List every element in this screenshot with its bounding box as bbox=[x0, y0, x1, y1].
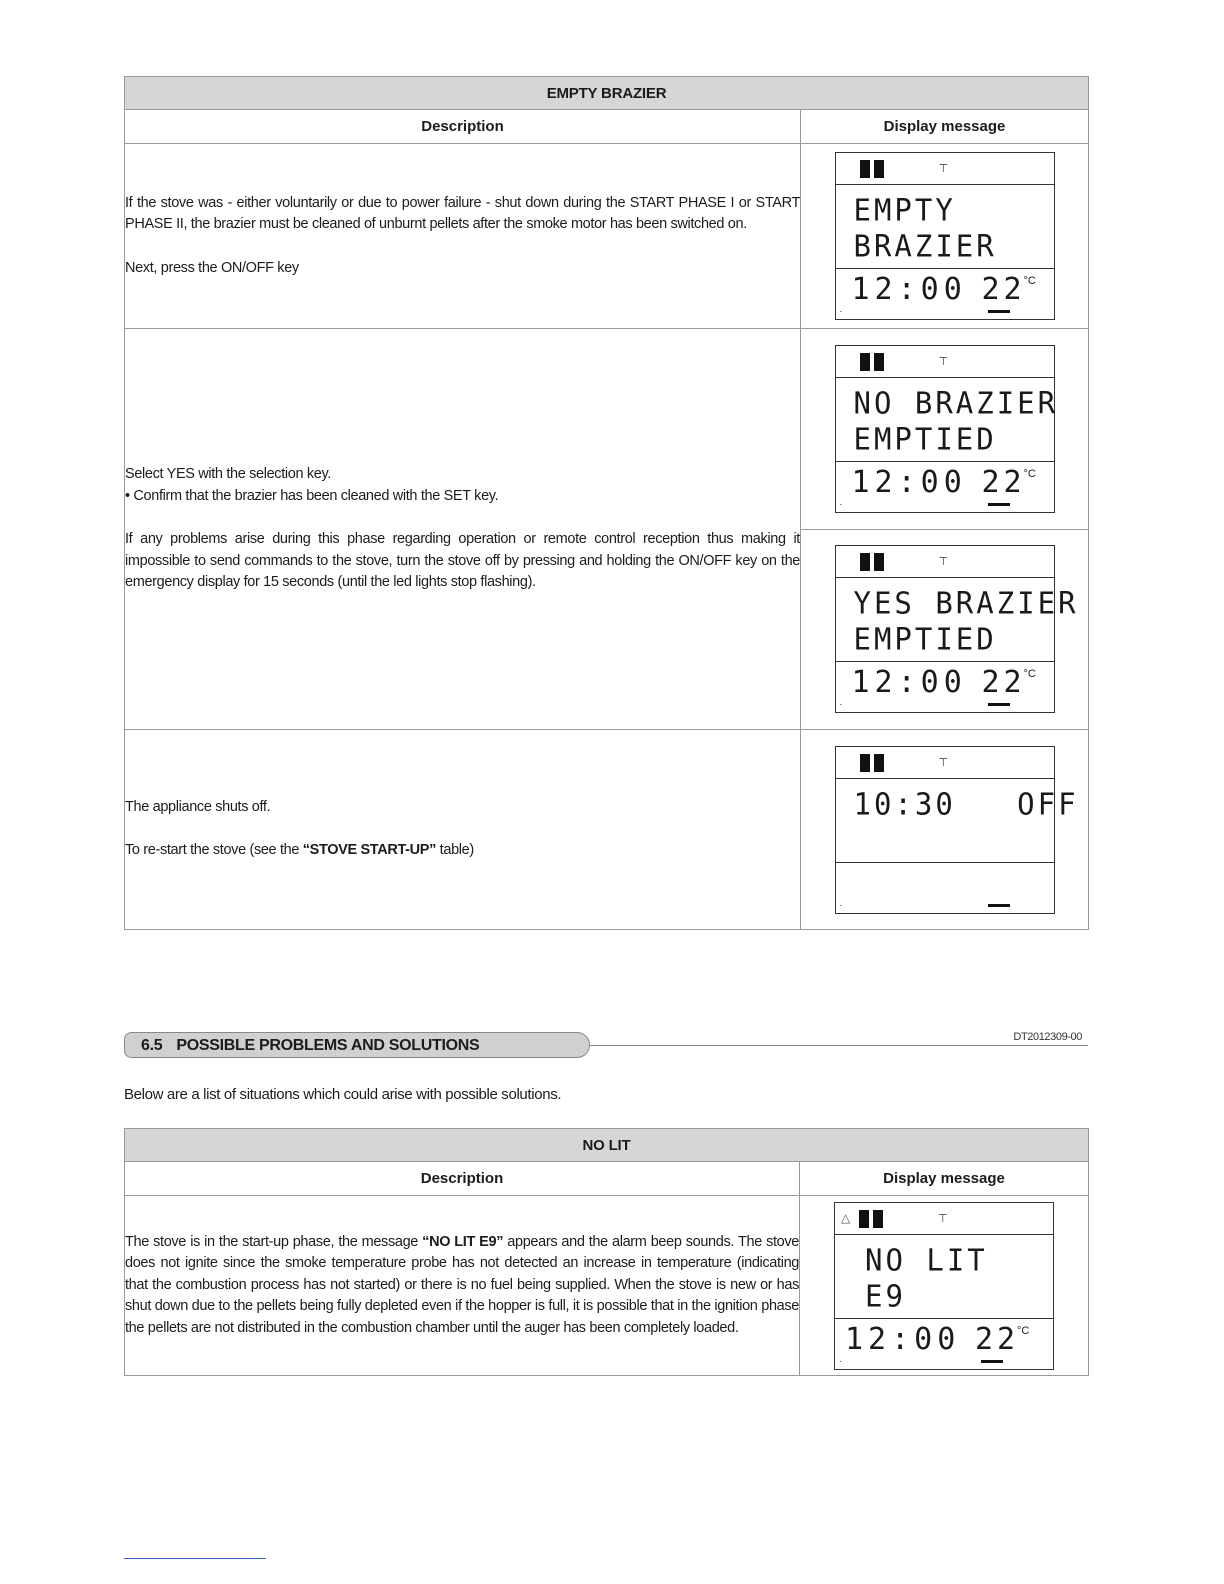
description-paragraph bbox=[125, 1232, 799, 1340]
signal-bars-icon bbox=[860, 353, 888, 371]
signal-bars-icon bbox=[860, 160, 888, 178]
description-cell bbox=[125, 1196, 800, 1376]
lcd-temperature-unit: °C bbox=[1023, 668, 1036, 681]
description-cell bbox=[125, 144, 801, 329]
table-title: NO LIT bbox=[125, 1129, 1089, 1162]
description-cell bbox=[125, 730, 801, 930]
signal-bars-icon bbox=[859, 1210, 887, 1228]
lcd-display bbox=[834, 1202, 1054, 1370]
lcd-dash-indicator bbox=[988, 310, 1010, 313]
lcd-temperature-unit: °C bbox=[1017, 1324, 1030, 1337]
table-title: EMPTY BRAZIER bbox=[125, 77, 1089, 110]
lcd-clock: 12:00 bbox=[851, 464, 967, 500]
section-number: 6.5 bbox=[141, 1037, 163, 1054]
antenna-icon: ⊤ bbox=[938, 556, 949, 569]
lcd-tick-mark: ․ bbox=[839, 1354, 842, 1364]
lcd-temperature-unit: °C bbox=[1023, 467, 1036, 480]
text-run: To re-start the stove (see the bbox=[125, 842, 303, 859]
lcd-dash-indicator bbox=[988, 703, 1010, 706]
description-paragraph: Next, press the ON/OFF key bbox=[125, 259, 299, 276]
lcd-message-line: EMPTIED bbox=[853, 621, 997, 657]
display-cell bbox=[801, 529, 1089, 730]
lcd-message-line: NO BRAZIER bbox=[853, 384, 1059, 421]
description-paragraph: If any problems arise during this phase regarding operation or remote control reception thus making it impossible to send commands to the stove, turn the stove off by pressing and holding the ON/OFF key on the emergency display for 15 seconds (until the led lights stop flashing). bbox=[125, 531, 800, 591]
table-row bbox=[125, 329, 1089, 530]
lcd-message-line: NO LIT bbox=[865, 1241, 988, 1278]
lcd-display bbox=[835, 345, 1059, 513]
section-heading bbox=[124, 1032, 590, 1058]
description-line: • Confirm that the brazier has been cleaned with the SET key. bbox=[125, 487, 499, 504]
antenna-icon: ⊤ bbox=[938, 163, 949, 175]
signal-bars-icon bbox=[860, 754, 888, 772]
column-header-description: Description bbox=[125, 1162, 800, 1196]
document-code: DT2012309-00 bbox=[1013, 1031, 1082, 1043]
section-divider bbox=[590, 1045, 1088, 1046]
lcd-temperature-unit: °C bbox=[1023, 275, 1036, 287]
lcd-clock: 12:00 bbox=[851, 272, 967, 307]
no-lit-message-reference: “NO LIT E9” bbox=[422, 1233, 504, 1250]
antenna-icon: ⊤ bbox=[938, 355, 949, 368]
lcd-temperature: 22 bbox=[975, 1321, 1020, 1357]
lcd-temperature: 22 bbox=[981, 272, 1026, 307]
lcd-dash-indicator bbox=[988, 904, 1010, 907]
lcd-dash-indicator bbox=[988, 503, 1010, 506]
display-cell bbox=[801, 144, 1089, 329]
section-title: POSSIBLE PROBLEMS AND SOLUTIONS bbox=[176, 1037, 480, 1054]
lcd-dash-indicator bbox=[981, 1360, 1003, 1363]
stove-start-up-reference: “STOVE START-UP” bbox=[302, 842, 436, 859]
lcd-message-line: 10:30 OFF bbox=[853, 785, 1079, 822]
description-paragraph: If the stove was - either voluntarily or due to power failure - shut down during the START PHASE I or START PHASE II, the brazier must be cleaned of unburnt pellets after the smoke motor has been switched on. bbox=[125, 194, 800, 233]
description-paragraph bbox=[125, 840, 800, 862]
signal-bars-icon bbox=[860, 553, 888, 571]
table-row bbox=[125, 144, 1089, 329]
lcd-message-line: EMPTIED bbox=[853, 420, 997, 457]
section-intro: Below are a list of situations which could arise with possible solutions. bbox=[124, 1086, 562, 1103]
lcd-tick-mark: ․ bbox=[839, 305, 843, 314]
text-run: appears and the alarm beep sounds. The stove does not ignite since the smoke temperature probe has not detected an increase in temperature (indicating that the combustion process has not started) or there is no fuel being supplied. When the stove is new or has shut down due to the pellets being fully depleted even if the hopper is full, it is possible that in the ignition phase the pellets are not distributed in the combustion chamber until the auger has been completely loaded. bbox=[125, 1233, 799, 1336]
empty-brazier-table bbox=[124, 76, 1089, 930]
table-row bbox=[125, 730, 1089, 930]
lcd-clock: 12:00 bbox=[845, 1321, 961, 1357]
footer-rule bbox=[124, 1558, 266, 1559]
description-cell bbox=[125, 329, 801, 730]
lcd-display bbox=[835, 545, 1079, 713]
lcd-display bbox=[835, 152, 1055, 320]
warning-triangle-icon: △ bbox=[841, 1210, 851, 1225]
column-header-display: Display message bbox=[801, 110, 1089, 144]
description-line: Select YES with the selection key. bbox=[125, 466, 331, 483]
lcd-message-line: BRAZIER bbox=[853, 228, 997, 264]
column-header-description: Description bbox=[125, 110, 801, 144]
no-lit-table bbox=[124, 1128, 1089, 1376]
antenna-icon: ⊤ bbox=[938, 1212, 948, 1225]
lcd-temperature: 22 bbox=[981, 464, 1026, 500]
lcd-tick-mark: ․ bbox=[839, 898, 843, 908]
display-cell bbox=[800, 1196, 1089, 1376]
lcd-display bbox=[835, 746, 1079, 914]
description-paragraph: The appliance shuts off. bbox=[125, 799, 271, 816]
lcd-clock: 12:00 bbox=[851, 665, 967, 701]
antenna-icon: ⊤ bbox=[938, 756, 949, 769]
lcd-message-line: EMPTY bbox=[853, 192, 956, 228]
lcd-tick-mark: ․ bbox=[839, 497, 843, 507]
lcd-tick-mark: ․ bbox=[839, 698, 843, 708]
description-paragraph bbox=[125, 464, 800, 507]
lcd-message-line: YES BRAZIER bbox=[853, 585, 1079, 621]
display-cell bbox=[801, 730, 1089, 930]
text-run: table) bbox=[436, 842, 474, 859]
display-cell bbox=[801, 329, 1089, 530]
lcd-temperature: 22 bbox=[981, 665, 1026, 701]
column-header-display: Display message bbox=[800, 1162, 1089, 1196]
lcd-message-line: E9 bbox=[865, 1277, 906, 1314]
text-run: The stove is in the start-up phase, the message bbox=[125, 1233, 423, 1250]
table-row bbox=[125, 1196, 1089, 1376]
